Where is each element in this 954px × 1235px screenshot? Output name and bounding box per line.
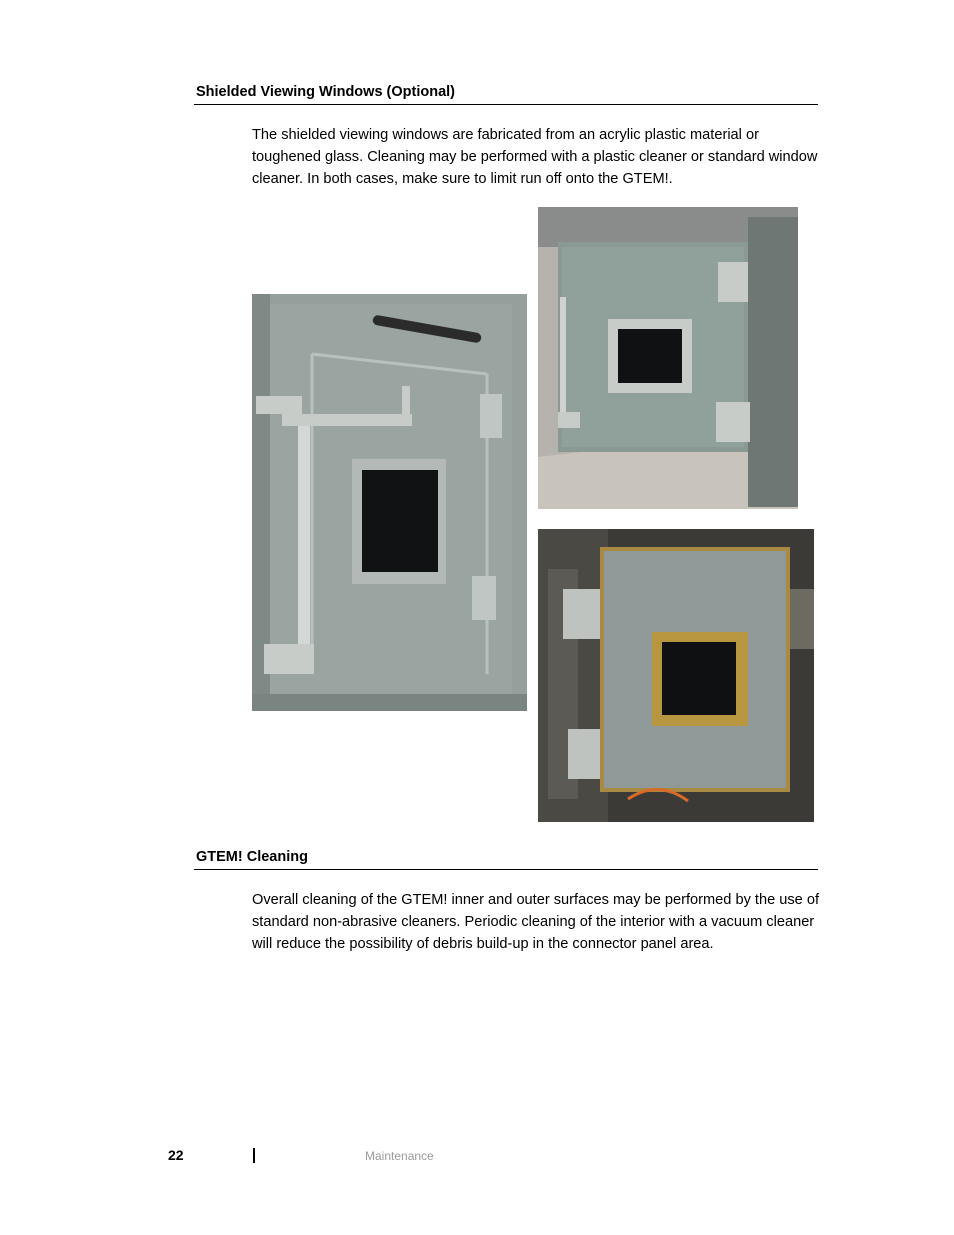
photo-shielded-door-brass-window — [538, 529, 814, 822]
page-number: 22 — [168, 1147, 184, 1163]
section-paragraph-gtem-cleaning: Overall cleaning of the GTEM! inner and outer surfaces may be performed by the use of standard non-abrasive cleaners. Periodic cleaning of the interior with a vacuum cleaner will reduce the possibility of debris build-up in the connector panel area. — [252, 892, 820, 952]
footer-section-name: Maintenance — [365, 1149, 434, 1163]
section-heading-gtem-cleaning: GTEM! Cleaning — [194, 849, 818, 870]
section-heading-shielded-viewing-windows: Shielded Viewing Windows (Optional) — [194, 84, 818, 105]
footer-divider — [253, 1148, 255, 1163]
photo-shielded-door-open — [538, 207, 798, 509]
section-paragraph-shielded-viewing-windows: The shielded viewing windows are fabricated from an acrylic plastic material or toughened glass. Cleaning may be performed with a plastic cleaner or standard window cleaner. In both cases, make sure to limit run off onto the GTEM!. — [252, 127, 818, 187]
photo-shielded-door-closed — [252, 294, 527, 711]
